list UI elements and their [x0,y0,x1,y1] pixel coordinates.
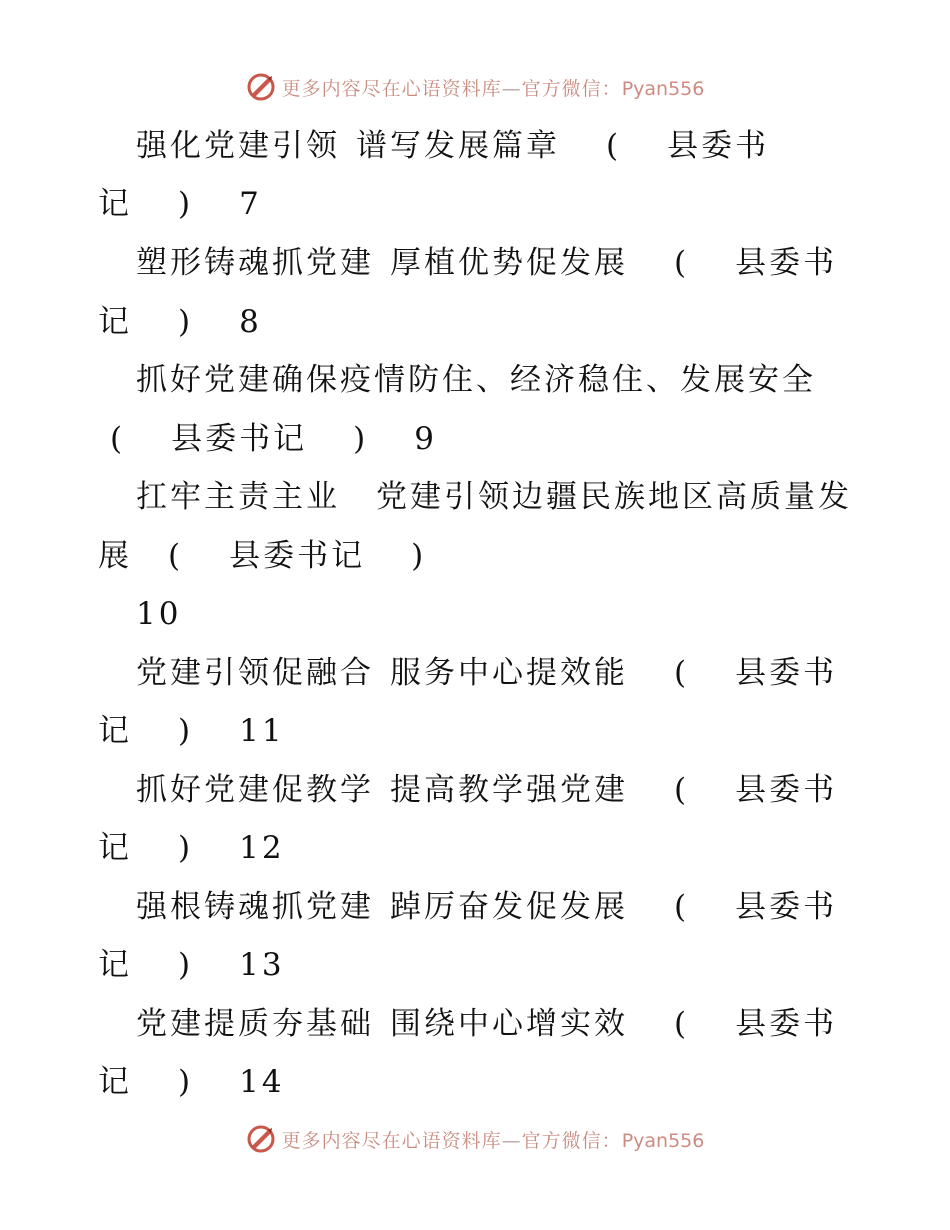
library-logo-icon [246,1124,276,1154]
page-number: 7 [239,186,262,222]
toc-entry-7-line-2[interactable]: 记 ) 13 [98,947,285,983]
page-number: 8 [239,304,262,340]
watermark-text: 更多内容尽在心语资料库—官方微信：Pyan556 [281,1129,705,1152]
toc-entry-6-line-2[interactable]: 记 ) 12 [98,830,285,866]
toc-entry-1-line-2[interactable]: 记 ) 7 [98,186,262,222]
page-number: 10 [136,596,182,632]
toc-entry-3-line-2[interactable]: ( 县委书记 ) 9 [110,421,437,457]
toc-entry-5-line-2[interactable]: 记 ) 11 [98,713,285,749]
library-logo-icon [246,72,276,102]
toc-entry-2-line-1[interactable]: 塑形铸魂抓党建 厚植优势促发展 ( 县委书 [136,245,838,281]
page-number: 11 [239,713,285,749]
page-number: 13 [239,947,285,983]
toc-entry-7-line-1[interactable]: 强根铸魂抓党建 踔厉奋发促发展 ( 县委书 [136,889,838,925]
footer-watermark [0,1124,950,1154]
toc-entry-4-line-3[interactable] [136,594,181,634]
toc-entry-3-line-1[interactable]: 抓好党建确保疫情防住、经济稳住、发展安全 [136,362,816,398]
watermark-text: 更多内容尽在心语资料库—官方微信：Pyan556 [281,77,705,100]
header-watermark [0,72,950,102]
toc-entry-4-line-2[interactable]: 展 ( 县委书记 ) [98,538,427,574]
page-number: 9 [414,421,437,457]
page-number: 14 [239,1064,285,1100]
toc-entry-5-line-1[interactable]: 党建引领促融合 服务中心提效能 ( 县委书 [136,655,838,691]
toc-entry-8-line-2[interactable]: 记 ) 14 [98,1064,285,1100]
page-number: 12 [239,830,285,866]
toc-entry-4-line-1[interactable]: 扛牢主责主业 党建引领边疆民族地区高质量发 [136,479,852,515]
toc-entry-1-line-1[interactable]: 强化党建引领 谱写发展篇章 ( 县委书 [136,128,770,164]
toc-entry-8-line-1[interactable]: 党建提质夯基础 围绕中心增实效 ( 县委书 [136,1006,838,1042]
toc-entry-2-line-2[interactable]: 记 ) 8 [98,304,262,340]
toc-entry-6-line-1[interactable]: 抓好党建促教学 提高教学强党建 ( 县委书 [136,772,838,808]
